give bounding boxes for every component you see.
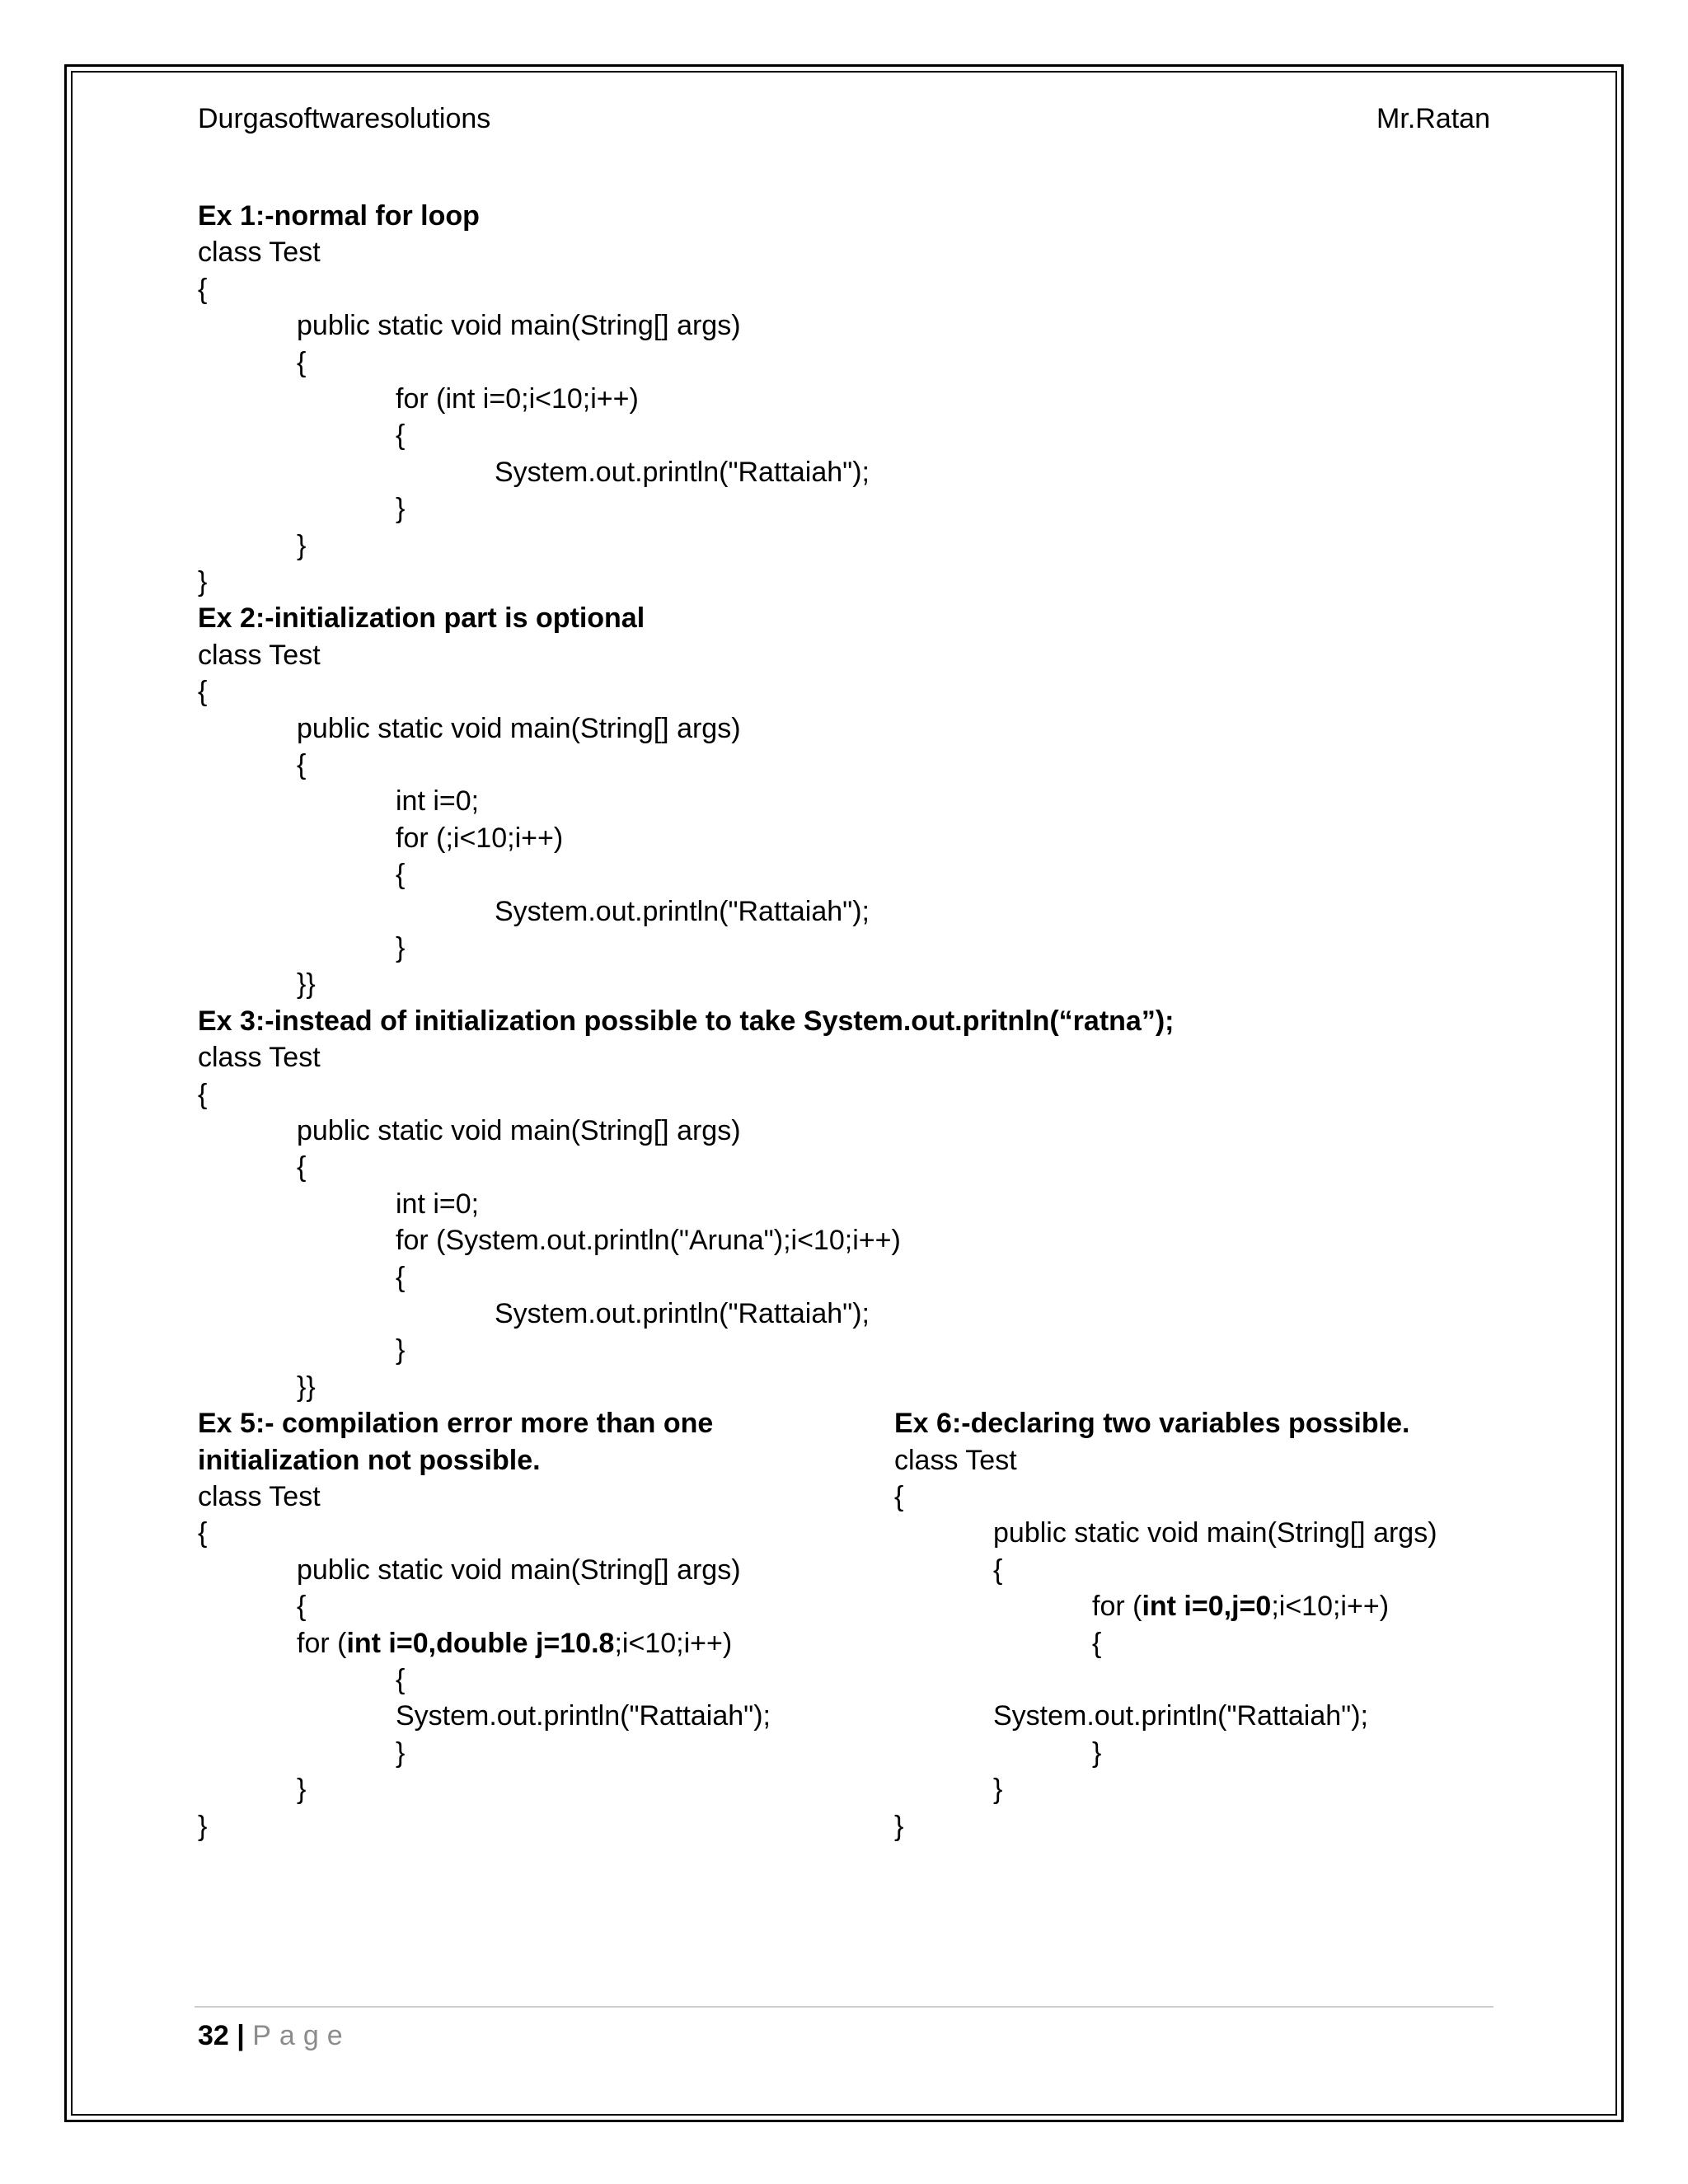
code-line: { [297,347,307,378]
for-init-bold: int i=0,j=0 [1142,1591,1272,1622]
code-line: int i=0; [396,1188,480,1220]
code-line: class Test [894,1445,1017,1476]
code-line: } [396,1334,406,1366]
for-prefix: for ( [297,1628,347,1659]
for-prefix: for ( [1092,1591,1142,1622]
example-3-title: Ex 3:-instead of initialization possible to take System.out.pritnln(“ratna”); [198,1005,1175,1037]
page-number: 32 [198,2020,229,2051]
code-line: System.out.println("Rattaiah"); [495,1298,870,1329]
footer-divider [195,2006,1493,2008]
for-init-bold: int i=0,double j=10.8 [346,1628,615,1659]
code-line: public static void main(String[] args) [297,1115,741,1146]
code-line: for (;i<10;i++) [396,823,564,854]
code-line: System.out.println("Rattaiah"); [993,1700,1368,1732]
code-line: { [396,1664,406,1695]
code-line: } [1092,1737,1102,1769]
for-suffix: ;i<10;i++) [614,1628,733,1659]
code-line: class Test [198,237,321,268]
code-line: { [297,1151,307,1183]
code-line: class Test [198,640,321,671]
code-line: } [297,530,307,561]
page-footer [198,2018,351,2054]
code-line: } [198,566,208,598]
for-suffix: ;i<10;i++) [1271,1591,1390,1622]
code-line: }} [297,968,316,1000]
code-line: { [396,1262,406,1293]
code-line: { [198,1517,208,1549]
code-line: class Test [198,1481,321,1512]
example-6-title: Ex 6:-declaring two variables possible. [894,1408,1410,1439]
code-line: public static void main(String[] args) [297,1554,741,1586]
code-line: { [1092,1628,1102,1659]
code-line: { [198,1079,208,1110]
code-line: } [396,493,406,524]
code-line: for (int i=0;i<10;i++) [396,383,639,415]
footer-separator: | [237,2020,245,2051]
code-line: System.out.println("Rattaiah"); [495,896,870,927]
code-line: { [198,676,208,707]
code-line: System.out.println("Rattaiah"); [396,1700,771,1732]
example-1-title: Ex 1:-normal for loop [198,200,480,232]
code-line: { [396,419,406,451]
code-line-for [1092,1588,1389,1624]
example-5-title-line-2: initialization not possible. [198,1445,541,1476]
code-line: { [297,1591,307,1622]
code-line: public static void main(String[] args) [993,1517,1437,1549]
code-line: public static void main(String[] args) [297,713,741,744]
code-line: } [297,1774,307,1805]
code-line: class Test [198,1042,321,1073]
code-line: int i=0; [396,785,480,817]
code-line: } [993,1774,1003,1805]
code-line: } [198,1811,208,1842]
code-line: } [396,932,406,963]
code-line: System.out.println("Rattaiah"); [495,457,870,488]
example-5-title-line-1: Ex 5:- compilation error more than one [198,1408,714,1439]
code-line: { [396,859,406,890]
code-line: { [894,1481,904,1512]
header-right: Mr.Ratan [1376,103,1490,134]
header-left: Durgasoftwaresolutions [198,103,491,134]
code-line-for [297,1625,732,1661]
code-line: { [198,274,208,305]
page-label: Page [252,2020,351,2051]
code-line: { [297,749,307,780]
code-line: } [894,1811,904,1842]
example-2-title: Ex 2:-initialization part is optional [198,602,645,634]
code-line: for (System.out.println("Aruna");i<10;i++) [396,1225,901,1256]
code-line: }} [297,1371,316,1403]
code-line: public static void main(String[] args) [297,310,741,341]
code-line: { [993,1554,1003,1586]
code-line: } [396,1737,406,1769]
